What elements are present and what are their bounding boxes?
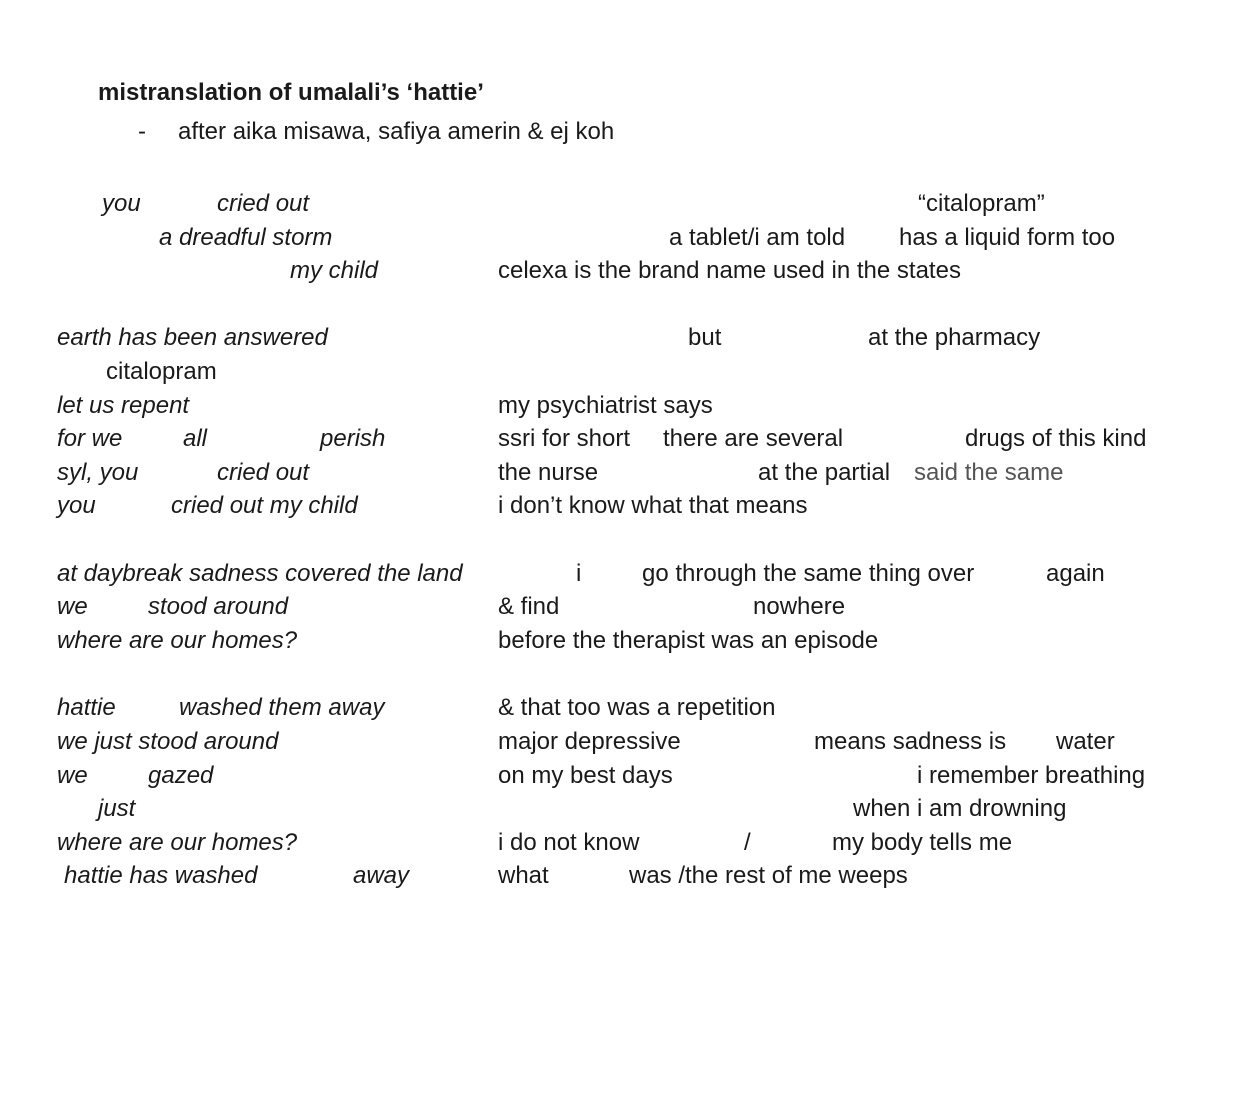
poem-fragment: washed them away <box>179 694 385 721</box>
poem-fragment: where are our homes? <box>57 627 298 654</box>
poem-fragment: we just stood around <box>57 728 279 755</box>
poem-fragment: cried out my child <box>171 492 358 519</box>
poem-fragment: you <box>57 492 96 519</box>
poem-fragment: you <box>102 190 141 217</box>
poem-fragment: where are our homes? <box>57 829 298 856</box>
poem-fragment: there are several <box>663 425 844 452</box>
poem-fragment: stood around <box>148 593 289 620</box>
poem-fragment: at the pharmacy <box>868 324 1041 351</box>
poem-fragment: gazed <box>148 762 214 789</box>
poem-fragment: but <box>688 324 722 351</box>
poem-fragment: we <box>57 762 88 789</box>
poem-fragment: we <box>57 593 88 620</box>
poem-title: mistranslation of umalali’s ‘hattie’ <box>98 79 484 106</box>
poem-fragment: hattie <box>57 694 116 721</box>
poem-fragment: has a liquid form too <box>899 224 1116 251</box>
poem-fragment: what <box>498 862 549 889</box>
poem-fragment: away <box>353 862 410 889</box>
poem-fragment: earth has been answered <box>57 324 328 351</box>
poem-fragment: for we <box>57 425 123 452</box>
poem-fragment: when i am drowning <box>853 795 1067 822</box>
poem-fragment: & find <box>498 593 560 620</box>
poem-fragment: at the partial <box>758 459 891 486</box>
poem-fragment: / <box>744 829 751 856</box>
poem-fragment: i <box>576 560 582 587</box>
poem-fragment: at daybreak sadness covered the land <box>57 560 463 587</box>
poem-fragment: my psychiatrist says <box>498 392 713 419</box>
poem-fragment: a dreadful storm <box>159 224 333 251</box>
poem-fragment: all <box>183 425 208 452</box>
poem-fragment: means sadness is <box>814 728 1007 755</box>
poem-fragment: let us repent <box>57 392 190 419</box>
poem-fragment: again <box>1046 560 1105 587</box>
poem-fragment: the nurse <box>498 459 599 486</box>
poem-fragment: major depressive <box>498 728 681 755</box>
poem-fragment: before the therapist was an episode <box>498 627 879 654</box>
poem-fragment: just <box>98 795 136 822</box>
epigraph-dash: - <box>138 118 146 145</box>
poem-fragment: said the same <box>914 459 1064 486</box>
poem-fragment: water <box>1056 728 1115 755</box>
poem-fragment: cried out <box>217 459 310 486</box>
poem-fragment: ssri for short <box>498 425 631 452</box>
poem-fragment: was /the rest of me weeps <box>629 862 908 889</box>
poem-fragment: & that too was a repetition <box>498 694 776 721</box>
poem-fragment: my body tells me <box>832 829 1013 856</box>
poem-fragment: “citalopram” <box>918 190 1045 217</box>
poem-fragment: go through the same thing over <box>642 560 975 587</box>
poem-fragment: a tablet/i am told <box>669 224 846 251</box>
poem-fragment: citalopram <box>106 358 217 385</box>
poem-fragment: celexa is the brand name used in the states <box>498 257 961 284</box>
poem-fragment: my child <box>290 257 379 284</box>
poem-fragment: hattie has washed <box>64 862 258 889</box>
poem-fragment: on my best days <box>498 762 673 789</box>
poem-fragment: cried out <box>217 190 310 217</box>
poem-fragment: perish <box>320 425 386 452</box>
poem-fragment: drugs of this kind <box>965 425 1147 452</box>
poem-fragment: i remember breathing <box>917 762 1146 789</box>
poem-fragment: i do not know <box>498 829 640 856</box>
poem-fragment: nowhere <box>753 593 846 620</box>
poem-fragment: i don’t know what that means <box>498 492 808 519</box>
epigraph: after aika misawa, safiya amerin & ej koh <box>178 118 615 145</box>
poem-fragment: syl, you <box>57 459 139 486</box>
